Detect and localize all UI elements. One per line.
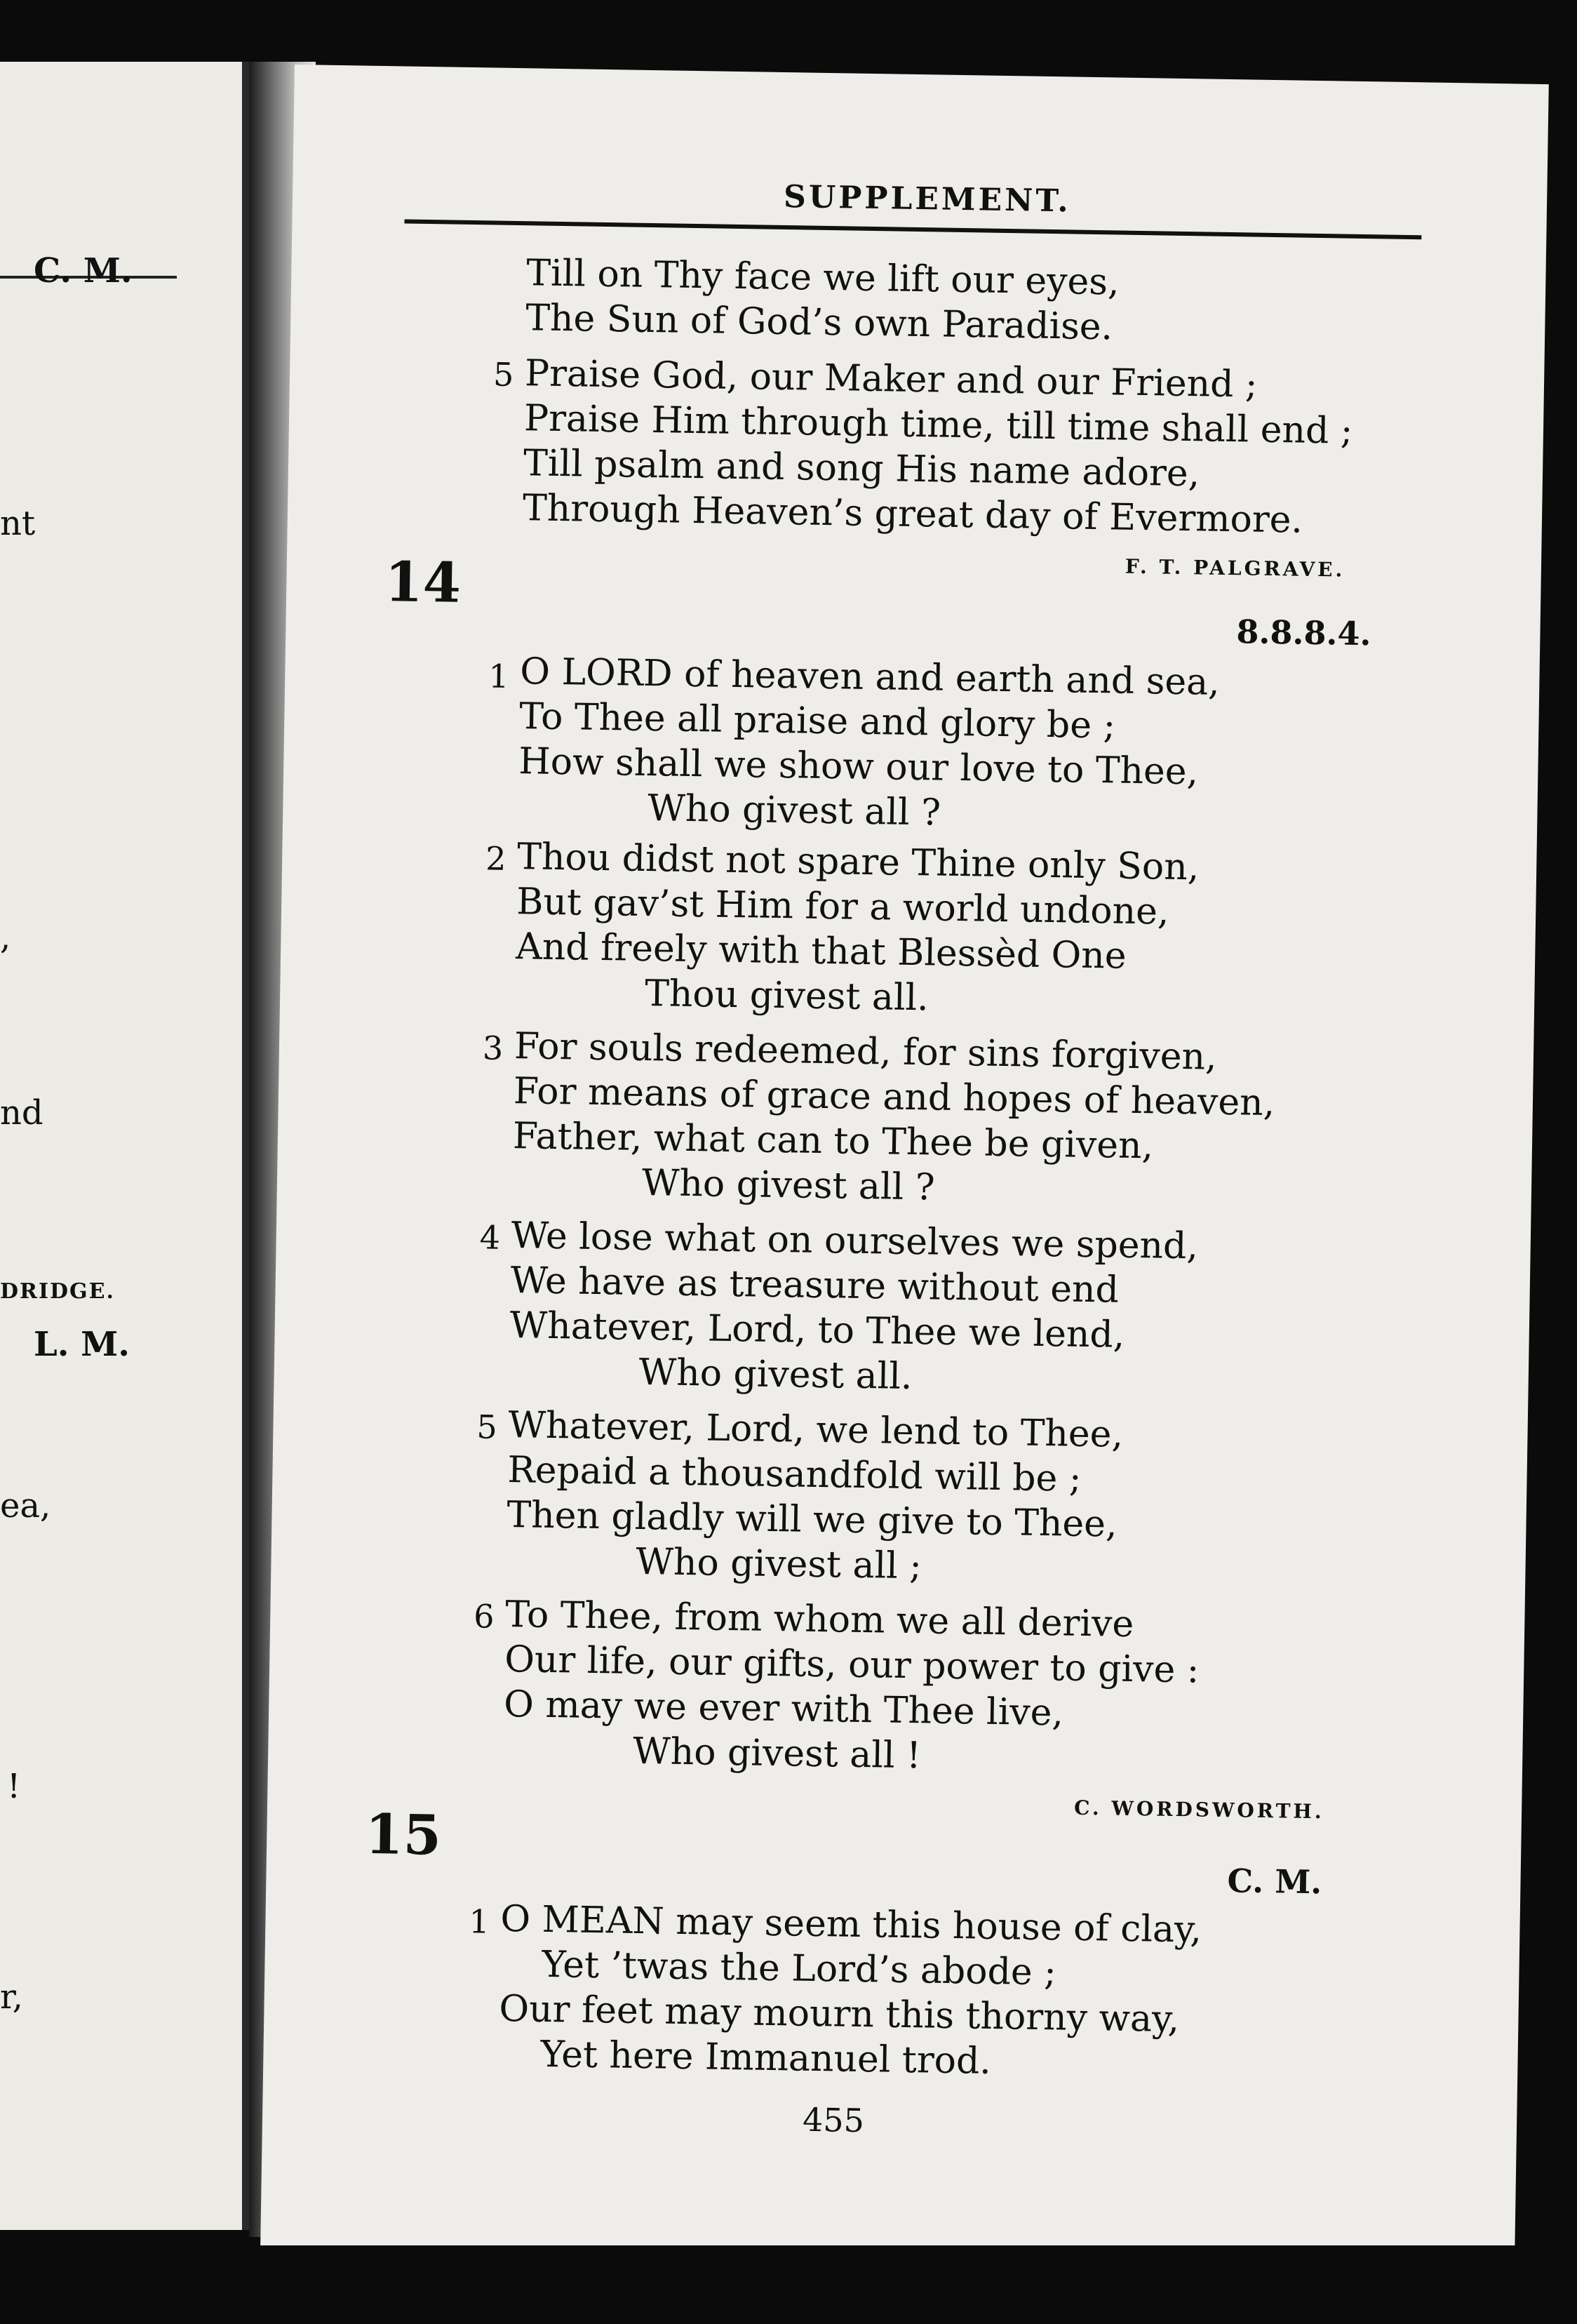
hymn-number: 15 — [364, 1802, 442, 1868]
stanza-number: 1 — [488, 657, 510, 695]
running-head: SUPPLEMENT. — [783, 178, 1072, 220]
stanza-number: 2 — [485, 839, 506, 878]
verse-line: Who givest all ! — [632, 1730, 922, 1777]
verse-line: O LORD of heaven and earth and sea, — [519, 650, 1221, 704]
hymn-author: F. T. PALGRAVE. — [1125, 554, 1346, 582]
verse-line: Yet ’twas the Lord’s abode ; — [542, 1943, 1057, 1994]
left-fragment: C. M. — [34, 251, 133, 290]
verse-line: Thou didst not spare Thine only Son, — [516, 836, 1200, 889]
verse-line: Then gladly will we give to Thee, — [506, 1494, 1118, 1546]
left-fragment: nt — [0, 504, 36, 543]
verse-line: Who givest all ? — [647, 787, 941, 834]
verse-line: Who givest all ? — [641, 1161, 936, 1209]
verse-line: But gav’st Him for a world undone, — [516, 881, 1169, 933]
hymn-meter: C. M. — [1227, 1862, 1322, 1902]
left-fragment: ea, — [0, 1486, 51, 1525]
left-fragment: L. M. — [34, 1325, 130, 1364]
hymn-author: C. WORDSWORTH. — [1073, 1796, 1324, 1824]
left-facing-page — [0, 62, 249, 2230]
stanza-number: 4 — [479, 1218, 501, 1257]
left-fragment: nd — [0, 1093, 43, 1133]
verse-line: We lose what on ourselves we spend, — [511, 1215, 1199, 1268]
verse-line: Our feet may mourn this thorny way, — [499, 1987, 1180, 2041]
stanza-number: 1 — [469, 1902, 490, 1941]
book-page — [260, 65, 1549, 2266]
left-fragment: , — [0, 918, 11, 957]
verse-line: Praise Him through time, till time shall end ; — [523, 397, 1353, 453]
verse-line: Till psalm and song His name adore, — [523, 442, 1200, 495]
left-fragment: r, — [0, 1977, 23, 2017]
verse-line: Whatever, Lord, we lend to Thee, — [508, 1404, 1124, 1456]
verse-line: The Sun of God’s own Paradise. — [525, 297, 1113, 349]
page-number: 455 — [802, 2100, 865, 2140]
head-rule — [404, 219, 1421, 239]
verse-line: We have as treasure without end — [510, 1260, 1120, 1311]
verse-line: Father, what can to Thee be given, — [512, 1115, 1154, 1168]
verse-line: Yet here Immanuel trod. — [540, 2033, 992, 2083]
stanza-number: 5 — [476, 1408, 498, 1446]
scan-border — [0, 2245, 1577, 2324]
verse-line: And freely with that Blessèd One — [515, 926, 1127, 977]
verse-line: To Thee, from whom we all derive — [504, 1593, 1134, 1646]
verse-line: For means of grace and hopes of heaven, — [513, 1070, 1275, 1125]
verse-line: Who givest all. — [638, 1351, 913, 1398]
hymn-number: 14 — [384, 550, 462, 615]
stanza-number: 3 — [482, 1029, 504, 1067]
stanza-number: 5 — [492, 355, 514, 394]
hymn-meter: 8.8.8.4. — [1236, 613, 1371, 653]
verse-line: Repaid a thousandfold will be ; — [507, 1449, 1082, 1500]
verse-line: O may we ever with Thee live, — [503, 1683, 1064, 1735]
verse-line: How shall we show our love to Thee, — [518, 740, 1199, 794]
stanza-number: 6 — [473, 1597, 495, 1636]
verse-line: Whatever, Lord, to Thee we lend, — [509, 1304, 1125, 1356]
verse-line: Our life, our gifts, our power to give : — [504, 1638, 1200, 1692]
left-fragment: ! — [7, 1767, 21, 1806]
verse-line: For souls redeemed, for sins forgiven, — [514, 1025, 1218, 1078]
verse-line: O MEAN may seem this house of clay, — [500, 1897, 1202, 1951]
verse-line: Who givest all ; — [636, 1540, 922, 1588]
left-fragment: DRIDGE. — [0, 1279, 115, 1304]
verse-line: Praise God, our Maker and our Friend ; — [524, 352, 1258, 406]
verse-line: Thou givest all. — [644, 973, 930, 1020]
verse-line: Till on Thy face we lift our eyes, — [525, 252, 1120, 304]
verse-line: To Thee all praise and glory be ; — [518, 695, 1116, 747]
verse-line: Through Heaven’s great day of Evermore. — [522, 487, 1303, 542]
